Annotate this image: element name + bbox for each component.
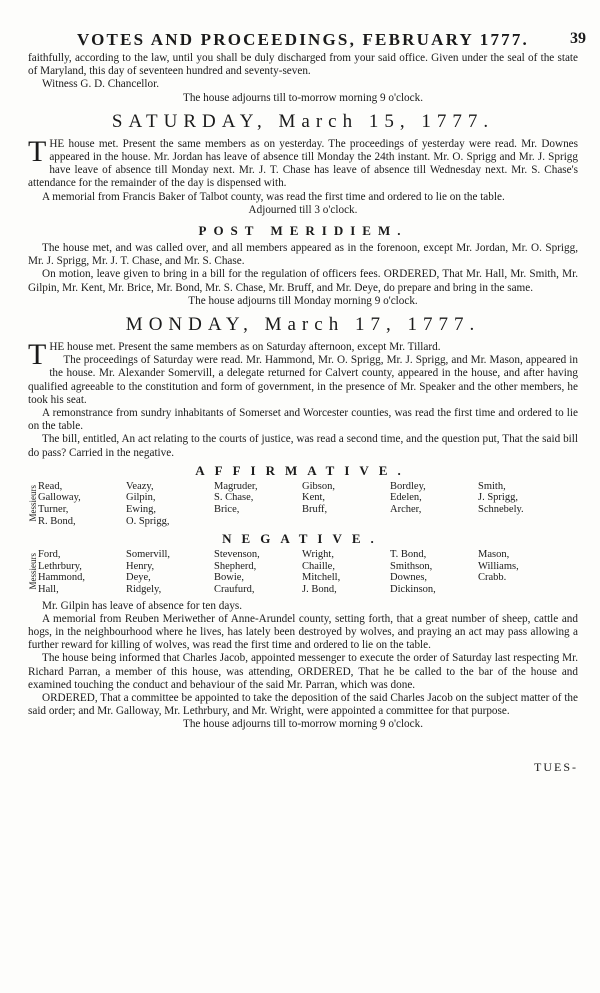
after-vote-paragraph-3: The house being informed that Charles Jacob, appointed messenger to execute the order of Saturday last respecting Mr. Richard Parran, a member of this house, was attending, ORDERED, That he be called to the bar of the house and examined touching the conduct and behaviour of the said Mr. Parran, which was done. <box>28 652 578 691</box>
adjourn-line: The house adjourns till to-morrow morning 9 o'clock. <box>182 91 424 104</box>
vote-row: Galloway, Gilpin, S. Chase, Kent, Edelen, J. Sprigg, <box>38 492 518 504</box>
vote-row: Lethrbury, Henry, Shepherd, Chaille, Smithson, Williams, <box>38 560 519 572</box>
vote-row: Turner, Ewing, Brice, Bruff, Archer, Schnebely. <box>38 504 524 516</box>
day-heading-saturday: SATURDAY, March 15, 1777. <box>111 110 495 132</box>
day-heading-monday: MONDAY, March 17, 1777. <box>125 314 481 336</box>
adjourn-line: The house adjourns till Monday morning 9 o'clock. <box>188 294 418 307</box>
affirmative-table <box>38 481 566 527</box>
opening-paragraph: faithfully, according to the law, until you shall be duly discharged from your said office. Given under the seal of the state of Maryland, this day of seventeen hundred and seventy-seven. <box>28 52 578 78</box>
drop-cap: T <box>28 338 47 372</box>
after-vote-paragraph-2: A memorial from Reuben Meriwether of Anne-Arundel county, setting forth, that a great number of sheep, cattle and hogs, in the neighbourhood where he lives, has lately been destroyed by wolves, and praying an act may pass allowing a further reward for killing of wolves, was read the first time and ordered to lie on the table. <box>28 612 578 652</box>
page-number: 39 <box>570 30 586 47</box>
catchword: TUES- <box>534 759 578 774</box>
messieurs-label: Messieurs <box>28 553 38 590</box>
negative-table <box>38 549 566 595</box>
affirmative-vote-list <box>28 481 578 527</box>
drop-cap: T <box>28 134 47 168</box>
negative-vote-list <box>28 549 578 595</box>
section-heading-post-meridiem: POST MERIDIEM. <box>198 223 408 239</box>
vote-row: Hall, Ridgely, Craufurd, J. Bond, Dickinson, <box>38 584 436 596</box>
post-meridiem-paragraph-2: On motion, leave given to bring in a bill for the regulation of officers fees. ORDERED, That Mr. Hall, Mr. Smith, Mr. Gilpin, Mr. Kent, Mr. Brice, Mr. Bond, Mr. S. Chase, Mr. Bruff, and Mr. Deye, do prepare and bring in the same. <box>28 268 578 294</box>
running-head <box>28 30 586 52</box>
document-page <box>28 30 586 775</box>
monday-paragraph-4: The bill, entitled, An act relating to the courts of justice, was read a second time, and the question put, That the said bill do pass? Carried in the negative. <box>28 433 578 459</box>
post-meridiem-paragraph-1: The house met, and was called over, and all members appeared as in the forenoon, except Mr. Jordan, Mr. O. Sprigg, Mr. J. Sprigg, Mr. J. T. Chase, and Mr. S. Chase. <box>28 242 578 268</box>
negative-heading: NEGATIVE. <box>222 531 384 547</box>
adjourn-line: The house adjourns till to-morrow morning 9 o'clock. <box>182 718 424 731</box>
monday-paragraph-1: THE house met. Present the same members as on Saturday afternoon, except Mr. Tillard. <box>28 338 441 372</box>
after-vote-paragraph-4: ORDERED, That a committee be appointed to take the deposition of the said Charles Jacob on the subject matter of the said order; and Mr. Galloway, Mr. Lethrbury, and Mr. Wright, were appointed a committee for that purpose. <box>28 692 578 718</box>
after-vote-paragraph-1: Mr. Gilpin has leave of absence for ten days. <box>42 599 243 612</box>
page-title: VOTES AND PROCEEDINGS, FEBRUARY 1777. <box>77 30 529 49</box>
vote-row: Read, Veazy, Magruder, Gibson, Bordley, Smith, <box>38 480 506 492</box>
vote-row: Hammond, Deye, Bowie, Mitchell, Downes, Crabb. <box>38 572 507 584</box>
saturday-paragraph-1: THE house met. Present the same members as on yesterday. The proceedings of yesterday were read. Mr. Downes appeared in the house. Mr. Jordan has leave of absence till Monday the 24th instant. Mr. O. Sprigg and Mr. J. Sprigg have leave of absence till Monday next. Mr. J. T. Chase has leave of absence till Wednesday next. Mr. S. Chase's attendance for the remainder of the day is dispensed with. <box>28 134 578 190</box>
monday-paragraph-2: The proceedings of Saturday were read. Mr. Hammond, Mr. O. Sprigg, Mr. J. Sprigg, and Mr. Mason, appeared in the house. Mr. Alexander Somervill, a delegate returned for Calvert county, appeared in the house, and after having qualified agreeable to the constitution and form of government, in the presence of Mr. Speaker and the other members, he took his seat. <box>28 354 578 406</box>
messieurs-label: Messieurs <box>28 484 38 522</box>
adjourn-line: Adjourned till 3 o'clock. <box>248 203 358 216</box>
vote-row: R. Bond, O. Sprigg, <box>38 515 170 527</box>
vote-row: Ford, Somervill, Stevenson, Wright, T. Bond, Mason, <box>38 549 510 561</box>
affirmative-heading: AFFIRMATIVE. <box>195 462 411 478</box>
monday-paragraph-3: A remonstrance from sundry inhabitants of Somerset and Worcester counties, was read the first time and ordered to lie on the table. <box>28 407 578 433</box>
witness-line: Witness G. D. Chancellor. <box>42 78 159 91</box>
saturday-paragraph-2: A memorial from Francis Baker of Talbot county, was read the first time and ordered to lie on the table. <box>42 190 505 203</box>
